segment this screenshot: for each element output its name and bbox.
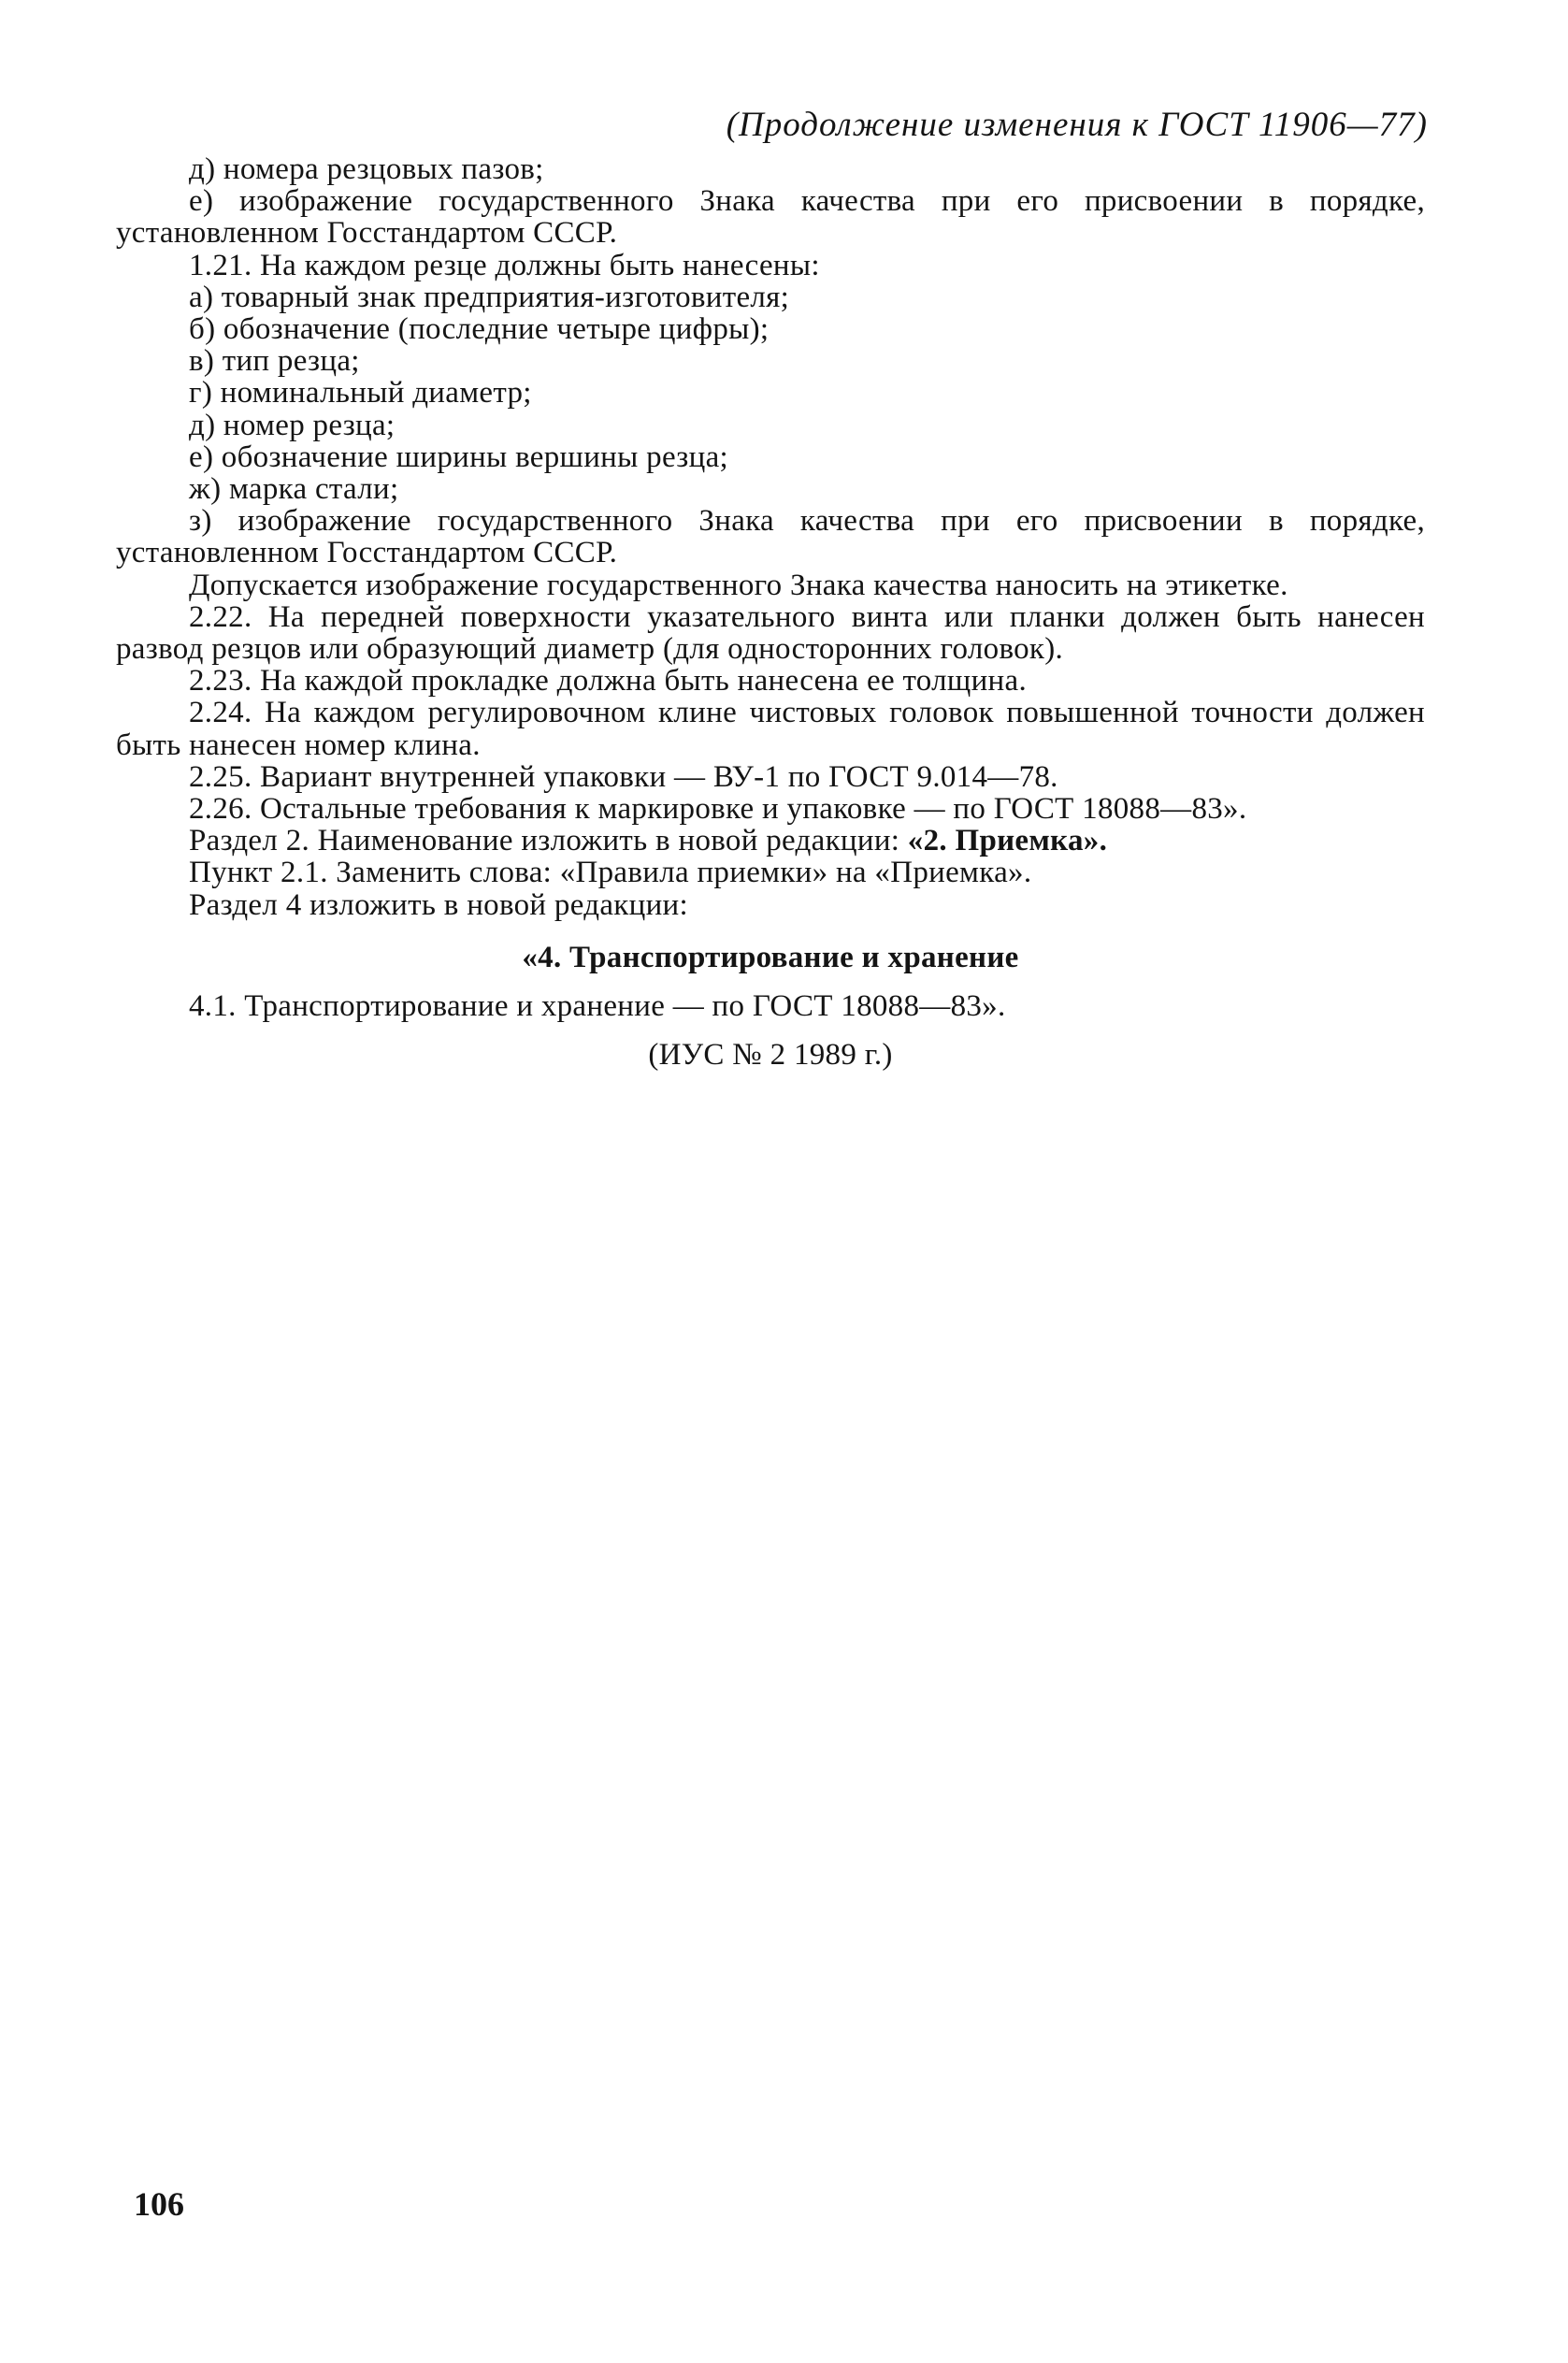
- list-item: б) обозначение (последние четыре цифры);: [189, 312, 770, 347]
- list-item: в) тип резца;: [189, 344, 360, 379]
- list-item: ж) марка стали;: [189, 472, 399, 507]
- ius-reference: (ИУС № 2 1989 г.): [648, 1038, 893, 1073]
- list-item: е) обозначение ширины вершины резца;: [189, 439, 729, 474]
- clause: 2.24. На каждом регулировочном клине чистовых головок повышенной точности должен быть нанесен номер клина.: [116, 696, 1425, 762]
- amendment-line: Пункт 2.1. Заменить слова: «Правила приемки» на «Приемка».: [189, 856, 1032, 890]
- list-item: д) номера резцовых пазов;: [189, 152, 544, 186]
- paragraph: Допускается изображение государственного Знака качества наносить на этикетке.: [189, 568, 1288, 602]
- list-item: з) изображение государственного Знака качества при его присвоении в порядке, установленном Госстандартом СССР.: [116, 504, 1425, 570]
- clause: 2.23. На каждой прокладке должна быть нанесена ее толщина.: [189, 664, 1028, 699]
- document-body: [116, 153, 1425, 1071]
- clause: 2.26. Остальные требования к маркировке и упаковке — по ГОСТ 18088—83».: [189, 792, 1247, 827]
- clause-heading: 1.21. На каждом резце должны быть нанесены:: [189, 248, 820, 282]
- amendment-bold-text: «2. Приемка».: [907, 824, 1108, 858]
- running-header: (Продолжение изменения к ГОСТ 11906—77): [726, 106, 1428, 144]
- list-item: а) товарный знак предприятия-изготовителя;: [189, 280, 790, 314]
- amendment-line: [116, 825, 1425, 857]
- list-item: е) изображение государственного Знака качества при его присвоении в порядке, установленном Госстандартом СССР.: [116, 184, 1425, 251]
- section-title: «4. Транспортирование и хранение: [522, 940, 1019, 974]
- amendment-text: Раздел 2. Наименование изложить в новой редакции:: [189, 824, 908, 858]
- clause: 4.1. Транспортирование и хранение — по ГОСТ 18088—83».: [189, 989, 1006, 1024]
- amendment-line: Раздел 4 изложить в новой редакции:: [189, 887, 688, 922]
- clause: 2.25. Вариант внутренней упаковки — ВУ-1 по ГОСТ 9.014—78.: [189, 759, 1058, 794]
- list-item: г) номинальный диаметр;: [189, 376, 532, 411]
- list-item: д) номер резца;: [189, 408, 396, 442]
- page-number: 106: [134, 2185, 184, 2223]
- clause: 2.22. На передней поверхности указательного винта или планки должен быть нанесен развод резцов или образующий диаметр (для односторонних головок).: [116, 599, 1425, 667]
